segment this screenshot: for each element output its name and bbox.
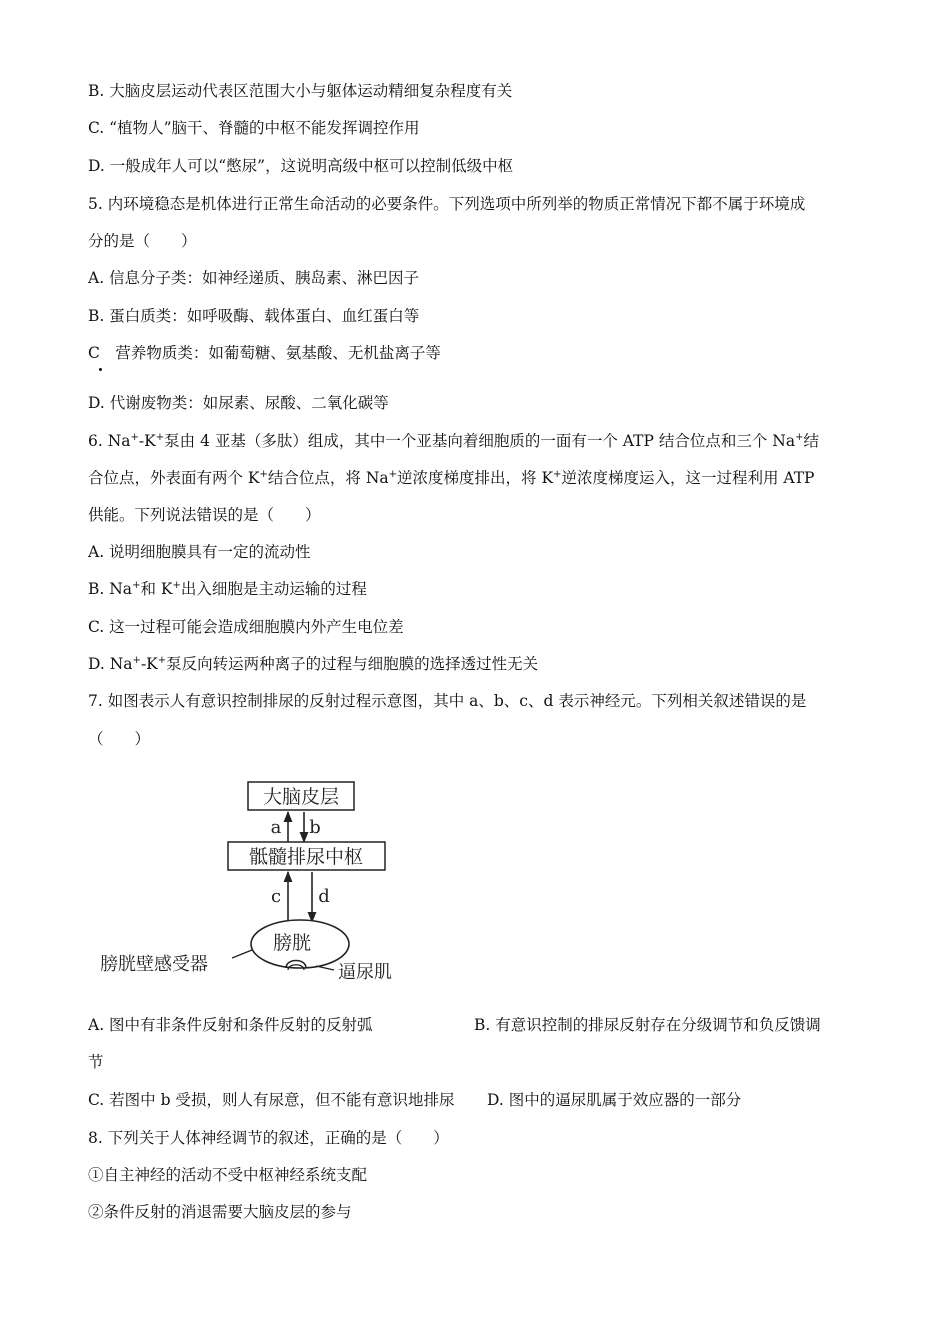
q7-option-b-line1: B. 有意识控制的排尿反射存在分级调节和负反馈调 bbox=[474, 1016, 821, 1034]
q5-stem-line2: 分的是（ ） bbox=[88, 232, 197, 250]
cortex-label: 大脑皮层 bbox=[262, 786, 340, 808]
receptor-label: 膀胱壁感受器 bbox=[100, 954, 208, 975]
q6-option-c: C. 这一过程可能会造成细胞膜内外产生电位差 bbox=[88, 618, 404, 636]
q8-stem: 8. 下列关于人体神经调节的叙述，正确的是（ ） bbox=[88, 1129, 449, 1147]
q7-stem-line1: 7. 如图表示人有意识控制排尿的反射过程示意图，其中 a、b、c、d 表示神经元。下列相关叙述错误的是 bbox=[88, 692, 807, 710]
bladder-label: 膀胱 bbox=[272, 932, 312, 954]
sacral-label: 骶髓排尿中枢 bbox=[248, 846, 364, 868]
q7-option-b-line2: 节 bbox=[88, 1053, 104, 1071]
sphincter-leader bbox=[316, 966, 334, 970]
label-a: a bbox=[270, 817, 282, 838]
q4-option-d: D. 一般成年人可以“憋尿”，这说明高级中枢可以控制低级中枢 bbox=[88, 157, 514, 175]
q6-stem-line3: 供能。下列说法错误的是（ ） bbox=[88, 506, 321, 524]
q8-statement-2: ②条件反射的消退需要大脑皮层的参与 bbox=[88, 1203, 352, 1221]
q6-option-d: D. Na+-K+泵反向转运两种离子的过程与细胞膜的选择透过性无关 bbox=[88, 654, 539, 673]
q5-option-c: C 营养物质类：如葡萄糖、氨基酸、无机盐离子等 bbox=[88, 344, 441, 362]
label-b: b bbox=[309, 817, 321, 838]
q6-stem-line1: 6. Na+-K+泵由 4 亚基（多肽）组成，其中一个亚基向着细胞质的一面有一个 ATP 结合位点和三个 Na+结 bbox=[88, 431, 819, 450]
stray-dot bbox=[99, 368, 102, 371]
q4-option-c: C. “植物人”脑干、脊髓的中枢不能发挥调控作用 bbox=[88, 119, 420, 137]
q6-option-a: A. 说明细胞膜具有一定的流动性 bbox=[88, 543, 311, 561]
q5-option-d: D. 代谢废物类：如尿素、尿酸、二氧化碳等 bbox=[88, 394, 389, 412]
q7-stem-line2: （ ） bbox=[88, 730, 151, 748]
reflex-diagram bbox=[80, 772, 440, 992]
q4-option-b: B. 大脑皮层运动代表区范围大小与躯体运动精细复杂程度有关 bbox=[88, 82, 513, 100]
q6-option-b: B. Na+和 K+出入细胞是主动运输的过程 bbox=[88, 579, 367, 598]
sphincter-label: 逼尿肌 bbox=[338, 962, 392, 983]
q7-option-a: A. 图中有非条件反射和条件反射的反射弧 bbox=[88, 1016, 373, 1034]
q7-option-c: C. 若图中 b 受损，则人有尿意，但不能有意识地排尿 bbox=[88, 1091, 455, 1109]
label-d: d bbox=[318, 886, 330, 907]
q8-statement-1: ①自主神经的活动不受中枢神经系统支配 bbox=[88, 1166, 368, 1184]
q5-stem-line1: 5. 内环境稳态是机体进行正常生命活动的必要条件。下列选项中所列举的物质正常情况下都不属于环境成 bbox=[88, 195, 806, 213]
label-c: c bbox=[270, 886, 282, 907]
q6-stem-line2: 合位点，外表面有两个 K+结合位点，将 Na+逆浓度梯度排出，将 K+逆浓度梯度运入，这一过程利用 ATP bbox=[88, 468, 815, 487]
q5-option-a: A. 信息分子类：如神经递质、胰岛素、淋巴因子 bbox=[88, 269, 420, 287]
q5-option-b: B. 蛋白质类：如呼吸酶、载体蛋白、血红蛋白等 bbox=[88, 307, 420, 325]
receptor-leader bbox=[232, 950, 252, 958]
q7-option-d: D. 图中的逼尿肌属于效应器的一部分 bbox=[487, 1091, 742, 1109]
